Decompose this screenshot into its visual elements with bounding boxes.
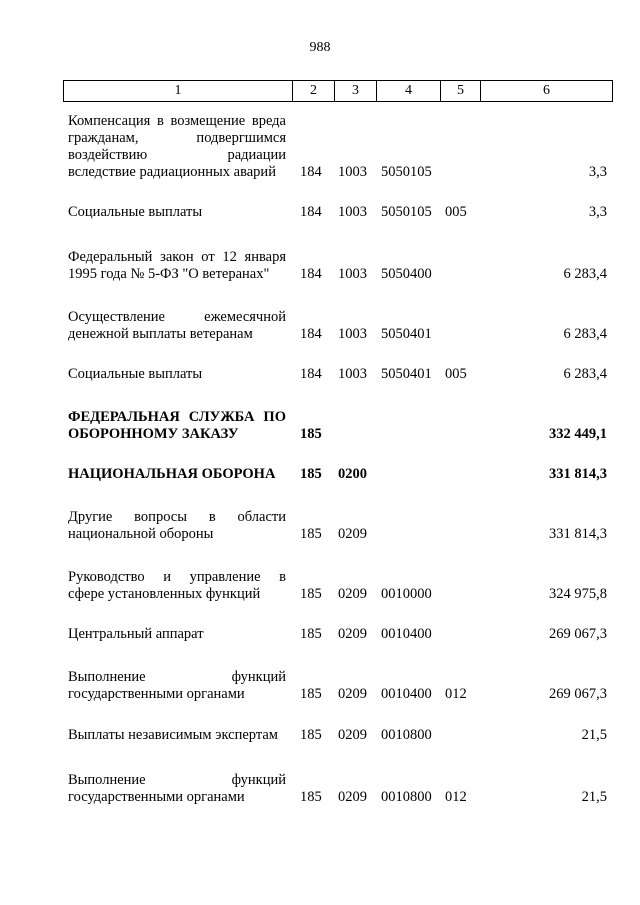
row-name [68,466,286,483]
table-row [0,309,640,343]
cell-c3: 0209 [338,727,367,743]
row-name-line: Выполнение функций [68,669,286,685]
row-name-line: гражданам, подвергшимся [68,130,286,146]
cell-c2: 184 [300,204,322,220]
cell-c6: 332 449,1 [549,426,607,442]
cell-c2: 185 [300,626,322,642]
row-name-line: Федеральный закон от 12 января [68,249,286,265]
row-name [68,249,286,283]
cell-c4: 5050105 [381,204,432,220]
table-row [0,204,640,221]
row-name-line: 1995 года № 5-ФЗ "О ветеранах" [68,266,270,282]
cell-c3: 1003 [338,266,367,282]
row-name-line: Осуществление ежемесячной [68,309,286,325]
row-name [68,309,286,343]
cell-c3: 1003 [338,204,367,220]
row-name-line: Центральный аппарат [68,626,204,642]
row-name [68,509,286,543]
cell-c2: 185 [300,789,322,805]
cell-c6: 6 283,4 [563,366,607,382]
cell-c5: 012 [445,789,467,805]
row-name [68,727,286,744]
cell-c4: 0010800 [381,727,432,743]
cell-c4: 5050401 [381,366,432,382]
row-name-line: сфере установленных функций [68,586,261,602]
cell-c3: 0209 [338,586,367,602]
cell-c6: 331 814,3 [549,526,607,542]
cell-c6: 21,5 [581,727,607,743]
row-name-line: ОБОРОННОМУ ЗАКАЗУ [68,426,239,442]
cell-c3: 0200 [338,466,367,482]
cell-c3: 0209 [338,526,367,542]
cell-c3: 0209 [338,686,367,702]
row-name-line: Выплаты независимым экспертам [68,727,278,743]
page-number: 988 [309,40,331,55]
table-row [0,366,640,383]
cell-c4: 5050105 [381,164,432,180]
row-name-line: Руководство и управление в [68,569,286,585]
table-row [0,113,640,181]
cell-c6: 331 814,3 [549,466,607,482]
cell-c3: 1003 [338,326,367,342]
cell-c3: 1003 [338,366,367,382]
cell-c6: 6 283,4 [563,326,607,342]
row-name [68,772,286,806]
row-name [68,626,286,643]
row-name-line: вследствие радиационных аварий [68,164,276,180]
cell-c6: 3,3 [588,164,607,180]
cell-c5: 005 [445,204,467,220]
cell-c6: 324 975,8 [549,586,607,602]
row-name-line: Другие вопросы в области [68,509,286,525]
cell-c5: 012 [445,686,467,702]
row-name-line: государственными органами [68,789,245,805]
row-name [68,366,286,383]
cell-c2: 184 [300,366,322,382]
cell-c6: 269 067,3 [549,626,607,642]
row-name-line: Социальные выплаты [68,204,203,220]
column-header-table [63,80,613,102]
cell-c3: 0209 [338,626,367,642]
table-row [0,569,640,603]
cell-c6: 21,5 [581,789,607,805]
cell-c2: 184 [300,326,322,342]
row-name-line: Выполнение функций [68,772,286,788]
row-name-line: воздействию радиации [68,147,286,163]
cell-c2: 185 [300,727,322,743]
row-name-line: государственными органами [68,686,245,702]
row-name-line: Компенсация в возмещение вреда [68,113,286,129]
row-name [68,569,286,603]
header-col-2: 2 [293,81,335,102]
cell-c4: 0010400 [381,626,432,642]
cell-c4: 0010800 [381,789,432,805]
table-row [0,727,640,744]
header-col-3: 3 [335,81,377,102]
header-col-6: 6 [481,81,613,102]
table-row [0,249,640,283]
table-row [0,626,640,643]
cell-c2: 184 [300,164,322,180]
header-col-4: 4 [377,81,441,102]
cell-c4: 5050401 [381,326,432,342]
cell-c2: 185 [300,466,322,482]
row-name-line: ФЕДЕРАЛЬНАЯ СЛУЖБА ПО [68,409,286,425]
cell-c2: 185 [300,586,322,602]
header-col-5: 5 [441,81,481,102]
cell-c4: 5050400 [381,266,432,282]
row-name [68,409,286,443]
row-name-line: НАЦИОНАЛЬНАЯ ОБОРОНА [68,466,276,482]
cell-c5: 005 [445,366,467,382]
row-name-line: национальной обороны [68,526,214,542]
header-col-1: 1 [64,81,293,102]
cell-c4: 0010000 [381,586,432,602]
cell-c6: 3,3 [588,204,607,220]
cell-c3: 0209 [338,789,367,805]
cell-c6: 269 067,3 [549,686,607,702]
table-row [0,772,640,806]
row-name [68,669,286,703]
table-row [0,409,640,443]
row-name-line: Социальные выплаты [68,366,203,382]
cell-c2: 185 [300,526,322,542]
row-name [68,204,286,221]
cell-c2: 184 [300,266,322,282]
cell-c6: 6 283,4 [563,266,607,282]
table-row [0,669,640,703]
cell-c4: 0010400 [381,686,432,702]
row-name-line: денежной выплаты ветеранам [68,326,253,342]
cell-c2: 185 [300,426,322,442]
table-row [0,509,640,543]
row-name [68,113,286,181]
table-row [0,466,640,483]
cell-c3: 1003 [338,164,367,180]
cell-c2: 185 [300,686,322,702]
